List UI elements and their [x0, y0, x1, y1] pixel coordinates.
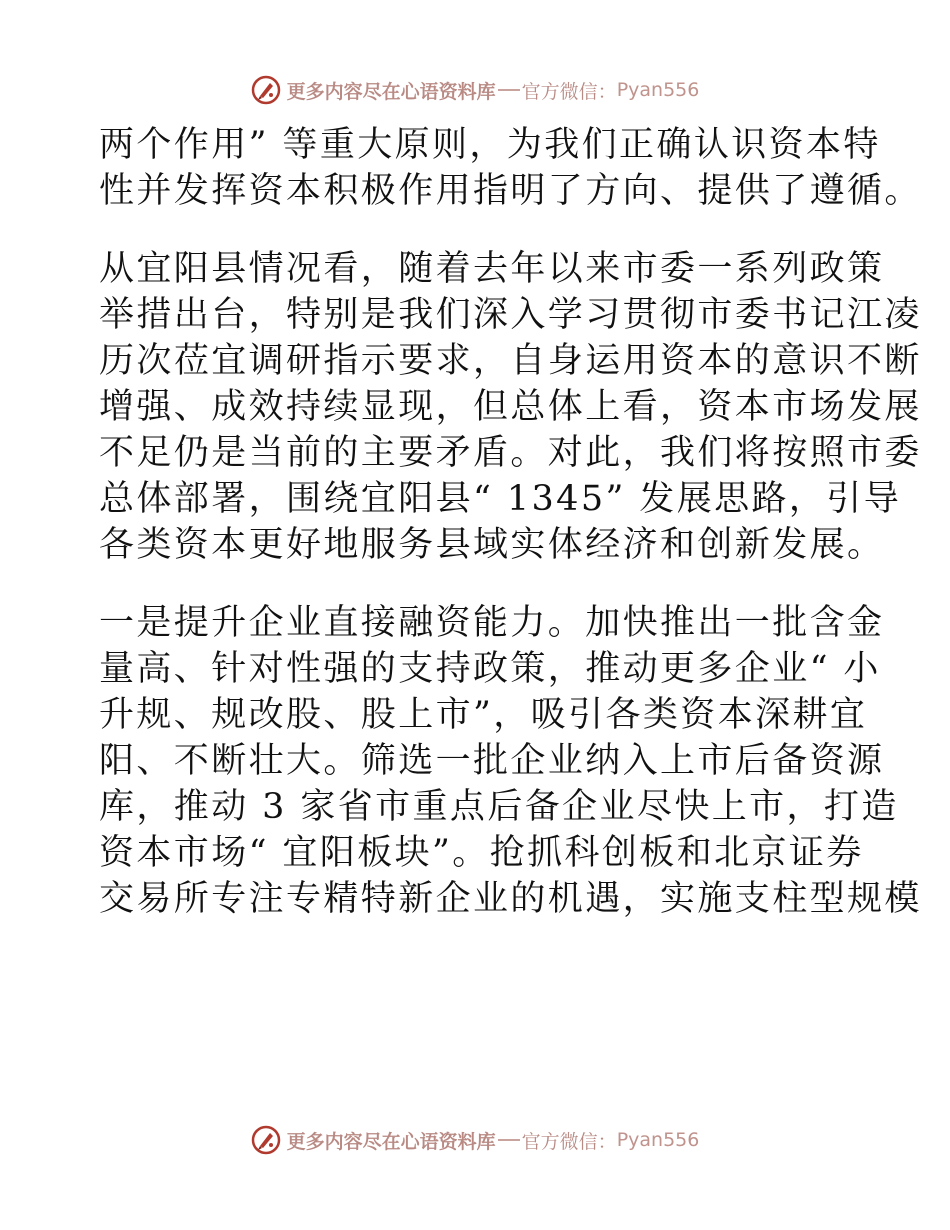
- text-line: 一是提升企业直接融资能力。加快推出一批含金: [99, 603, 885, 643]
- watermark-wechat-id: Pyan556: [616, 1129, 700, 1151]
- text-line: 两个作用” 等重大原则，为我们正确认识资本特: [99, 125, 881, 165]
- watermark-wechat-id: Pyan556: [616, 79, 700, 101]
- text-line: 不足仍是当前的主要矛盾。对此，我们将按照市委: [99, 433, 922, 473]
- text-line: 升规、规改股、股上市”，吸引各类资本深耕宜: [99, 695, 868, 735]
- text-line: 阳、不断壮大。筛选一批企业纳入上市后备资源: [99, 741, 885, 781]
- watermark-divider: [498, 89, 520, 91]
- paragraph: [99, 600, 922, 922]
- paragraph-gap: [99, 568, 859, 600]
- watermark-wechat-label: 官方微信：: [521, 80, 617, 103]
- watermark-footer: [0, 1120, 950, 1160]
- paragraph: [99, 246, 922, 568]
- text-line: 交易所专注专精特新企业的机遇，实施支柱型规模: [99, 879, 922, 919]
- text-line: 从宜阳县情况看，随着去年以来市委一系列政策: [99, 249, 885, 289]
- text-line: 库，推动 3 家省市重点后备企业尽快上市，打造: [99, 787, 899, 827]
- watermark-header: [0, 70, 950, 110]
- text-line: 资本市场“ 宜阳板块”。抢抓科创板和北京证券: [99, 833, 864, 873]
- watermark-wechat-label: 官方微信：: [521, 1130, 617, 1153]
- text-line: 举措出台，特别是我们深入学习贯彻市委书记江凌: [99, 295, 922, 335]
- pen-logo-icon: [251, 75, 281, 105]
- text-line: 历次莅宜调研指示要求，自身运用资本的意识不断: [99, 341, 922, 381]
- document-body: [99, 122, 922, 922]
- paragraph: [99, 122, 922, 214]
- text-line: 量高、针对性强的支持政策，推动更多企业“ 小: [99, 649, 881, 689]
- watermark-site-text: 更多内容尽在心语资料库: [286, 80, 496, 103]
- text-line: 总体部署，围绕宜阳县“ 1345” 发展思路，引导: [99, 479, 902, 519]
- text-line: 增强、成效持续显现，但总体上看，资本市场发展: [99, 387, 922, 427]
- text-line: 性并发挥资本积极作用指明了方向、提供了遵循。: [99, 171, 922, 211]
- watermark-divider: [498, 1139, 520, 1141]
- watermark-site-text: 更多内容尽在心语资料库: [286, 1130, 496, 1153]
- paragraph-gap: [99, 214, 859, 246]
- text-line: 各类资本更好地服务县域实体经济和创新发展。: [99, 525, 885, 565]
- pen-logo-icon: [251, 1125, 281, 1155]
